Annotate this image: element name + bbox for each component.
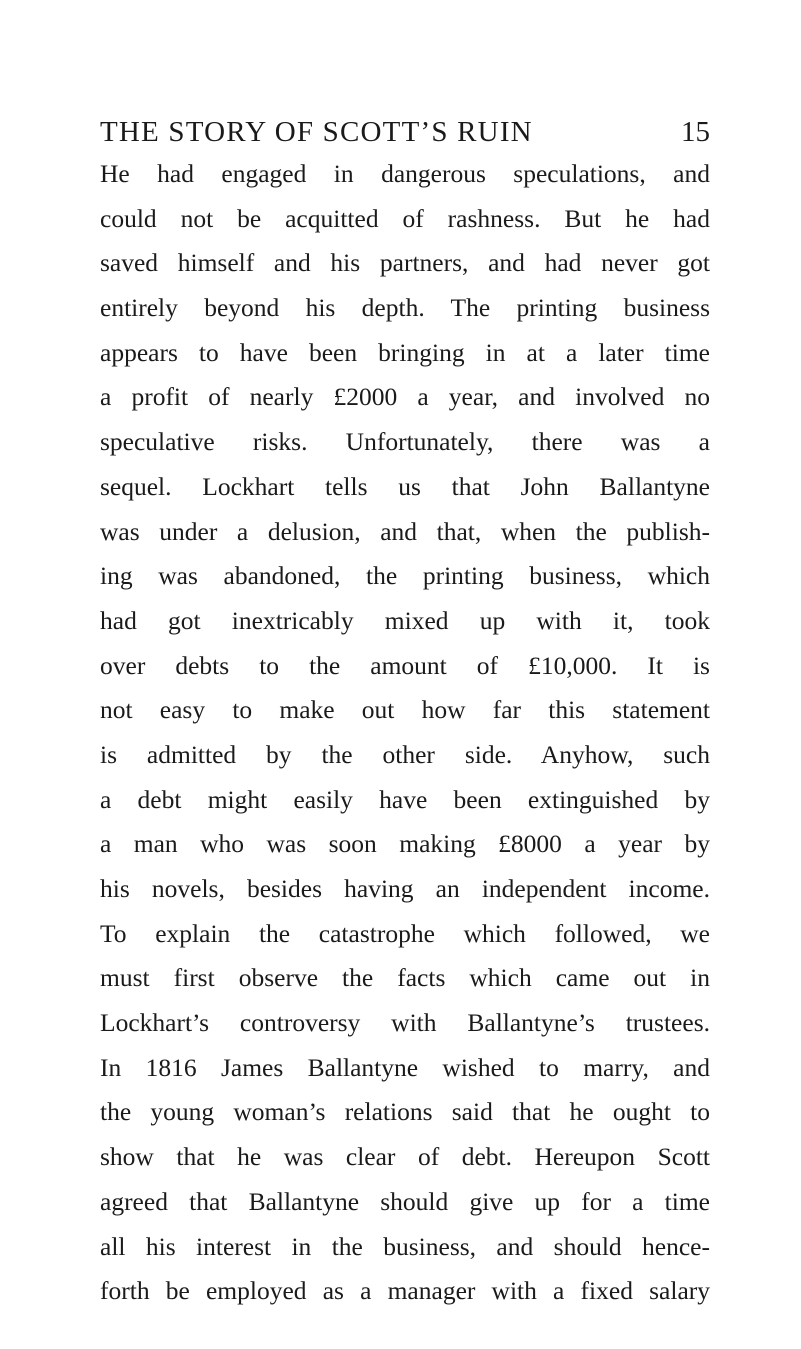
- page-number: 15: [681, 116, 710, 148]
- text-line: over debts to the amount of £10,000. It is: [100, 650, 710, 680]
- text-line: agreed that Ballantyne should give up for a time: [100, 1186, 710, 1216]
- text-line: entirely beyond his depth. The printing business: [100, 293, 710, 323]
- text-line: forth be employed as a manager with a fixed salary: [100, 1276, 710, 1306]
- running-title: THE STORY OF SCOTT’S RUIN: [100, 116, 533, 148]
- text-line: all his interest in the business, and should hence-: [100, 1231, 710, 1261]
- text-line: appears to have been bringing in at a later time: [100, 337, 710, 367]
- text-line: Lockhart’s controversy with Ballantyne’s trustees.: [100, 1008, 710, 1038]
- text-line: To explain the catastrophe which followed, we: [100, 918, 710, 948]
- text-line: In 1816 James Ballantyne wished to marry, and: [100, 1052, 710, 1082]
- text-line: a man who was soon making £8000 a year by: [100, 829, 710, 859]
- text-line: is admitted by the other side. Anyhow, such: [100, 739, 710, 769]
- text-line: not easy to make out how far this statement: [100, 695, 710, 725]
- text-line: He had engaged in dangerous speculations, and: [100, 159, 710, 188]
- running-head: [100, 112, 710, 152]
- text-line: speculative risks. Unfortunately, there was a: [100, 427, 710, 457]
- text-line: ing was abandoned, the printing business, which: [100, 561, 710, 591]
- body-text: [100, 152, 710, 1314]
- text-line: the young woman’s relations said that he ought to: [100, 1097, 710, 1127]
- text-line: sequel. Lockhart tells us that John Ballantyne: [100, 471, 710, 501]
- text-line: must first observe the facts which came out in: [100, 963, 710, 993]
- text-line: his novels, besides having an independent income.: [100, 874, 710, 903]
- text-line: had got inextricably mixed up with it, took: [100, 605, 710, 635]
- text-line: was under a delusion, and that, when the publish-: [100, 516, 710, 546]
- text-line: a debt might easily have been extinguished by: [100, 784, 710, 814]
- text-line: saved himself and his partners, and had never got: [100, 248, 710, 278]
- text-line: could not be acquitted of rashness. But he had: [100, 203, 710, 233]
- text-line: show that he was clear of debt. Hereupon Scott: [100, 1142, 710, 1172]
- text-line: a profit of nearly £2000 a year, and involved no: [100, 382, 710, 412]
